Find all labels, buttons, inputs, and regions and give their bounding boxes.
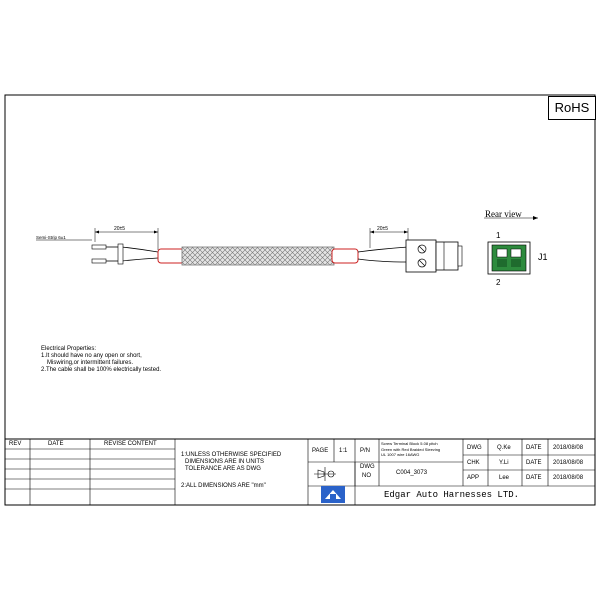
description-line-3: UL 1007 wire 16AWG [381,452,420,457]
electrical-notes [41,346,161,374]
notes-title: Electrical Properties: [41,346,97,352]
rohs-badge: RoHS [548,96,596,120]
row-app-role: APP [467,475,480,481]
notes-line-1: 1.It should have no any open or short, [41,353,142,359]
rear-view-drawing [484,216,538,274]
row-chk-role: CHK [467,460,480,466]
scale-value: 1:1 [339,448,348,454]
terminal-block-side-view [406,240,462,272]
row-app-date-label: DATE [526,475,542,481]
pn-label: P/N [360,448,371,454]
part-description [381,441,440,458]
tolerance-line-2: DIMENSIONS ARE IN UNITS [185,459,265,465]
braided-sleeve [182,247,334,265]
cable-assembly [36,228,462,272]
pin-2-label: 2 [496,278,501,287]
strip-length-label: Semi-Strip 6±1 [36,235,66,240]
row-chk-date-label: DATE [526,460,542,466]
tolerance-line-3: TOLERANCE ARE AS DWG [185,466,261,472]
projection-symbol-icon [314,467,336,481]
dimension-right [370,228,408,248]
dimension-right-label: 20±5 [377,226,389,232]
notes-line-2: Miswiring,or intermittent failures. [47,360,134,366]
company-name: Edgar Auto Harnesses LTD. [384,490,520,500]
row-dwg-role: DWG [467,445,482,451]
page-label: PAGE [312,448,329,454]
tolerance-line-1: 1:UNLESS OTHERWISE SPECIFIED [181,452,282,458]
pin-1-label: 1 [496,231,501,240]
heatshrink-left [158,249,184,263]
revision-table-lines [5,439,175,505]
row-app-date: 2018/08/08 [553,475,584,481]
description-line-1: Screw Terminal Block 5.08 pitch [381,441,438,446]
row-dwg-name: Q.Ke [497,445,511,451]
dwg-no-label-2: NO [362,473,371,479]
dwg-no-label-1: DWG [360,464,375,470]
description-line-2: Green with Red Braided Sleeving [381,446,441,452]
row-chk-date: 2018/08/08 [553,460,584,466]
row-chk-name: Y.Li [499,460,509,466]
left-wire-ends [92,244,158,264]
tolerance-line-4: 2:ALL DIMENSIONS ARE "mm" [181,483,266,489]
row-app-name: Lee [499,475,510,481]
date-header: DATE [48,441,64,447]
row-dwg-date-label: DATE [526,445,542,451]
company-logo [321,486,345,503]
connector-ref-label: J1 [538,252,548,262]
heatshrink-right [332,249,358,263]
notes-line-3: 2.The cable shall be 100% electrically tested. [41,367,162,373]
dimension-left-label: 20±5 [114,226,126,232]
revise-content-header: REVISE CONTENT [104,441,157,447]
drawing-frame [5,95,595,505]
rear-view-label: Rear view [485,209,522,219]
drawing-number: C004_3073 [396,470,428,476]
rev-header: REV [9,441,22,447]
row-dwg-date: 2018/08/08 [553,445,584,451]
